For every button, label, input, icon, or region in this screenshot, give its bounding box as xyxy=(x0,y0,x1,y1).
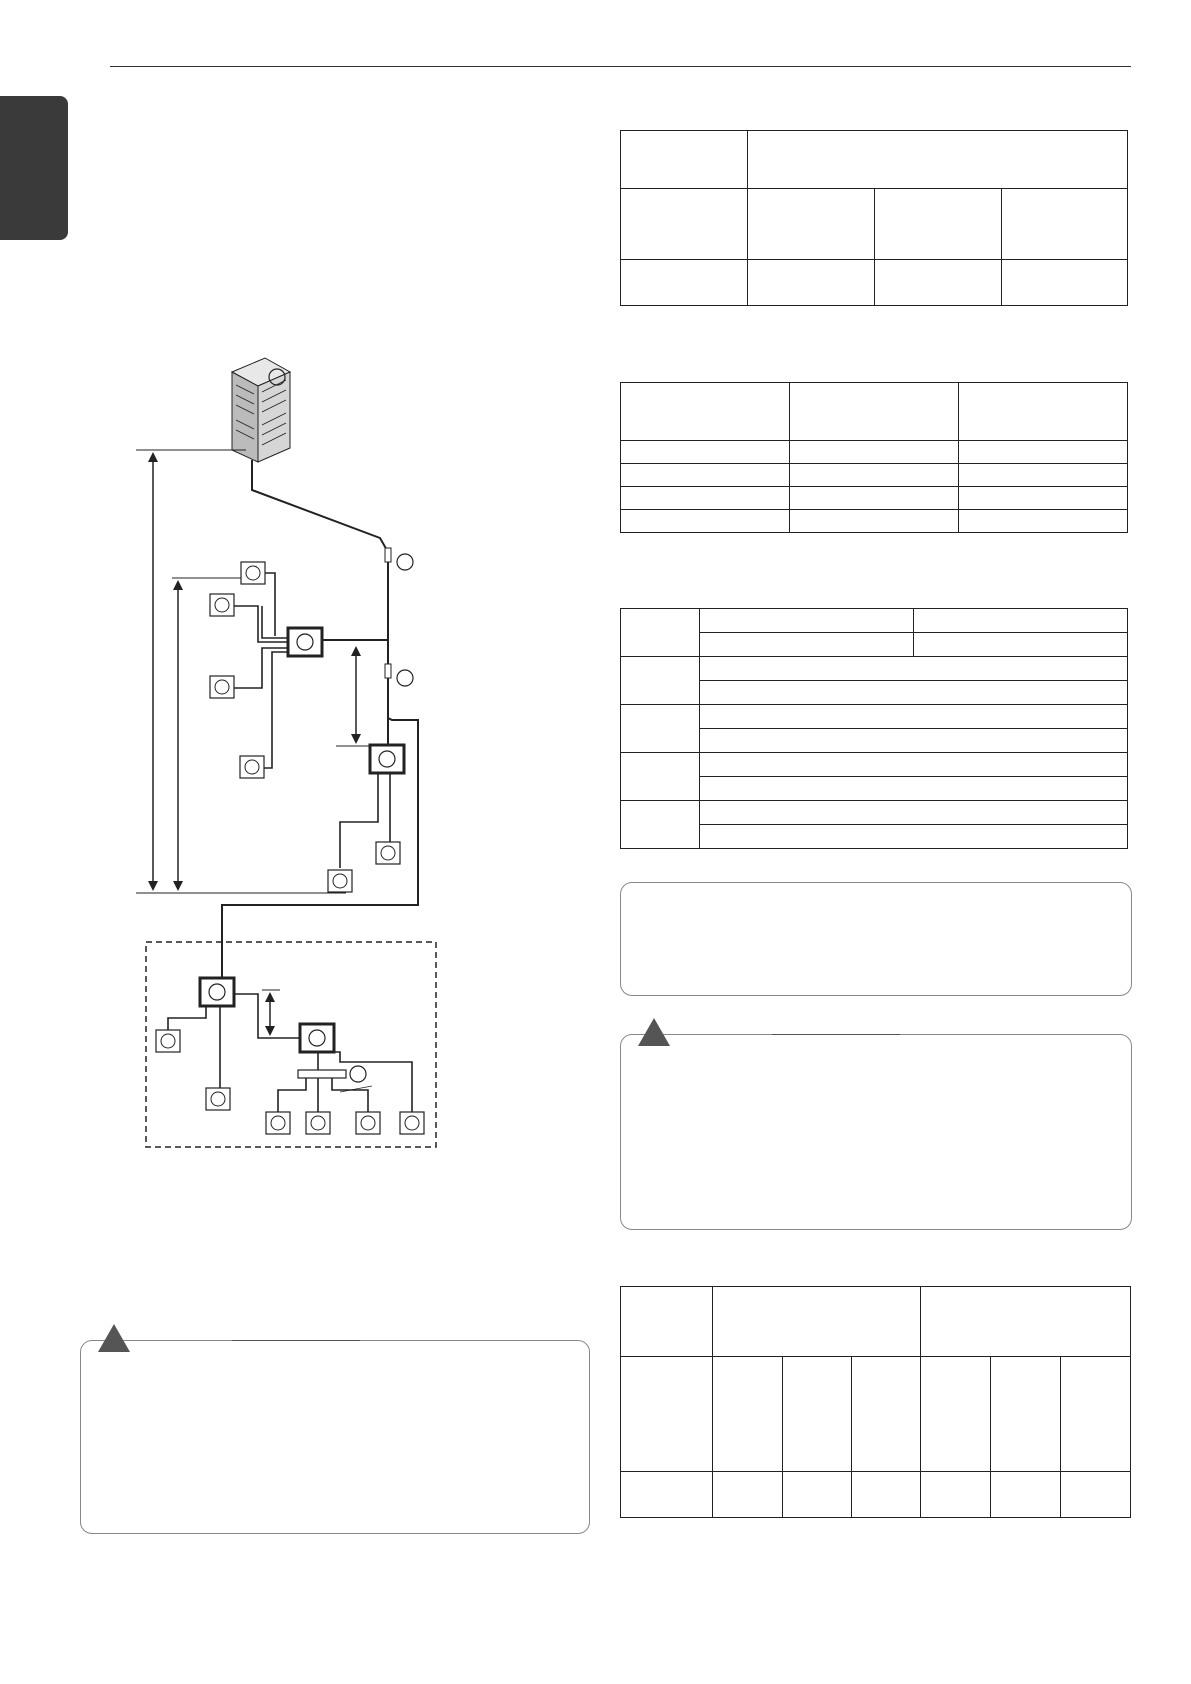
table-2-cell xyxy=(959,441,1128,464)
header-rule xyxy=(110,66,1131,67)
table-2-cell xyxy=(959,487,1128,510)
warning-triangle-icon xyxy=(96,1322,132,1354)
table-1-cell xyxy=(748,131,1128,189)
table-3-cell xyxy=(700,609,914,633)
table-4-cell xyxy=(713,1357,783,1472)
table-3 xyxy=(620,608,1128,849)
table-1-cell xyxy=(875,260,1002,306)
note-box-right xyxy=(620,882,1132,996)
table-2-cell xyxy=(621,487,790,510)
table-2-cell xyxy=(621,383,790,441)
table-4-cell xyxy=(852,1472,921,1518)
table-4-cell xyxy=(1061,1357,1131,1472)
table-1-cell xyxy=(1002,189,1128,260)
table-3-cell xyxy=(700,705,1128,729)
table-2-cell xyxy=(790,383,959,441)
table-2-cell xyxy=(621,441,790,464)
table-4-cell xyxy=(1061,1472,1131,1518)
table-2-cell xyxy=(621,464,790,487)
table-1-cell xyxy=(621,131,748,189)
table-4-cell xyxy=(713,1287,921,1357)
table-3-cell xyxy=(700,825,1128,849)
table-4-cell xyxy=(921,1472,991,1518)
table-4-cell xyxy=(991,1357,1061,1472)
outdoor-unit-icon xyxy=(232,358,290,462)
table-4-cell xyxy=(991,1472,1061,1518)
table-2-cell xyxy=(790,464,959,487)
table-1-cell xyxy=(621,189,748,260)
table-3-cell xyxy=(700,729,1128,753)
table-3-cell xyxy=(700,633,914,657)
table-1-cell xyxy=(748,189,875,260)
table-2-cell xyxy=(959,510,1128,533)
table-4-cell xyxy=(621,1287,713,1357)
header-pipe xyxy=(298,1070,346,1078)
table-4-cell xyxy=(713,1472,783,1518)
table-2-cell xyxy=(959,464,1128,487)
caution-title-line-left xyxy=(232,1340,360,1341)
table-2-cell xyxy=(621,510,790,533)
table-4-cell xyxy=(852,1357,921,1472)
caution-box-right xyxy=(620,1034,1132,1230)
table-3-cell xyxy=(914,609,1128,633)
table-3-cell xyxy=(700,681,1128,705)
table-2-cell xyxy=(790,487,959,510)
table-3-cell xyxy=(621,753,700,801)
table-1-cell xyxy=(1002,260,1128,306)
table-2 xyxy=(620,382,1128,533)
callout-circle-3 xyxy=(397,670,413,686)
table-2-cell xyxy=(959,383,1128,441)
table-3-cell xyxy=(700,657,1128,681)
caution-box-left xyxy=(80,1340,590,1534)
table-3-cell xyxy=(621,609,700,657)
callout-circle-4 xyxy=(350,1066,366,1082)
warning-triangle-icon xyxy=(636,1016,672,1048)
table-2-cell xyxy=(790,510,959,533)
table-3-cell xyxy=(914,633,1128,657)
table-4-cell xyxy=(621,1472,713,1518)
table-3-cell xyxy=(621,705,700,753)
table-1-cell xyxy=(621,260,748,306)
table-3-cell xyxy=(700,753,1128,777)
table-4 xyxy=(620,1286,1131,1518)
table-3-cell xyxy=(700,801,1128,825)
table-4-cell xyxy=(921,1287,1131,1357)
piping-system-diagram xyxy=(120,350,450,1150)
callout-circle-2 xyxy=(397,554,413,570)
table-3-cell xyxy=(621,657,700,705)
table-3-cell xyxy=(700,777,1128,801)
table-4-cell xyxy=(921,1357,991,1472)
table-4-cell xyxy=(621,1357,713,1472)
table-3-cell xyxy=(621,801,700,849)
chapter-side-tab xyxy=(0,96,68,240)
table-4-cell xyxy=(783,1357,852,1472)
table-1 xyxy=(620,130,1128,306)
table-2-cell xyxy=(790,441,959,464)
caution-title-line-right xyxy=(772,1034,900,1035)
table-1-cell xyxy=(748,260,875,306)
table-4-cell xyxy=(783,1472,852,1518)
table-1-cell xyxy=(875,189,1002,260)
